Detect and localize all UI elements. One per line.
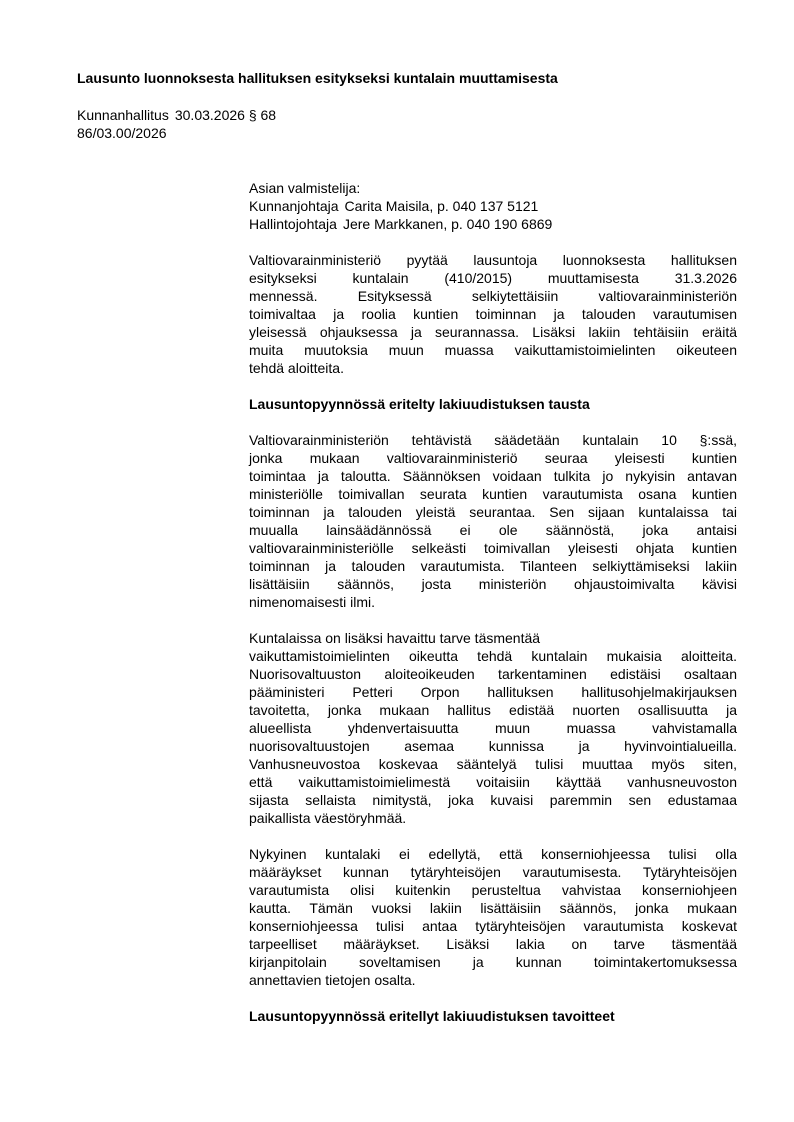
text-line: yleisessä ohjauksessa ja seurannassa. Lisäksi lakiin tehtäisiin eräitä [249, 324, 737, 340]
case-number: 86/03.00/2026 [77, 125, 167, 141]
text-line: Valtiovarainministeriön tehtävistä säädetään kuntalain 10 §:ssä, [249, 432, 737, 448]
text-line: lisättäisiin säännös, josta ministeriön ohjaustoimivalta kävisi [249, 576, 737, 592]
text-line: esitykseksi kuntalain (410/2015) muuttamisesta 31.3.2026 [249, 270, 737, 286]
section-heading-background: Lausuntopyynnössä eritelty lakiuudistuksen tausta [249, 396, 590, 412]
text-line: nimenomaisesti ilmi. [249, 594, 376, 610]
meeting-meta [77, 106, 276, 142]
body-name: Kunnanhallitus [77, 107, 169, 123]
preparer-contact: Jere Markkanen, p. 040 190 6869 [342, 216, 553, 232]
text-line: nuorisovaltuustojen asemaa kunnissa ja hyvinvointialueilla. [249, 738, 737, 754]
preparer-role: Kunnanjohtaja [249, 198, 339, 214]
preparer-item [249, 197, 737, 215]
meeting-reference: 30.03.2026 § 68 [174, 107, 277, 123]
text-line: toimintaa ja taloutta. Säännöksen voidaan tulkita jo nykyisin antavan [249, 468, 737, 484]
preparer-contact: Carita Maisila, p. 040 137 5121 [344, 198, 539, 214]
text-line: Valtiovarainministeriö pyytää lausuntoja luonnoksesta hallituksen [249, 252, 737, 268]
subsidiaries-paragraph [249, 845, 737, 989]
text-line: sijasta sellaista nimitystä, joka kuvaisi paremmin sen edustamaa [249, 792, 737, 808]
text-line: toimivaltaa ja roolia kuntien toiminnan ja talouden varautumisen [249, 306, 737, 322]
text-line: paikallista väestöryhmää. [249, 810, 407, 826]
influence-paragraph [249, 629, 737, 827]
text-line: muualla lainsäädännössä ei ole säännöstä, joka antaisi [249, 522, 737, 538]
text-line: mennessä. Esityksessä selkiytettäisiin valtiovarainministeriön [249, 288, 737, 304]
text-line: toiminnan ja talouden varautumista. Tilanteen selkiyttämiseksi lakiin [249, 558, 737, 574]
text-line: muita muutoksia muun muassa vaikuttamistoimielinten oikeuteen [249, 342, 737, 358]
text-line: Kuntalaissa on lisäksi havaittu tarve täsmentää [249, 630, 541, 646]
text-line: Vanhusneuvostoa koskevaa sääntelyä tulisi muuttaa myös siten, [249, 756, 737, 772]
text-line: alueellista yhdenvertaisuutta muun muassa vahvistamalla [249, 720, 737, 736]
preparer-item [249, 215, 737, 233]
section-heading-goals: Lausuntopyynnössä eritellyt lakiuudistuksen tavoitteet [249, 1008, 615, 1024]
text-line: ministeriölle toimivallan seurata kuntien varautumista osana kuntien [249, 486, 737, 502]
intro-paragraph [249, 251, 737, 377]
document-body [249, 179, 737, 1025]
preparer-label: Asian valmistelija: [249, 180, 361, 196]
meeting-line [77, 106, 276, 124]
text-line: kautta. Tämän vuoksi lakiin lisättäisiin säännös, jonka mukaan [249, 900, 737, 916]
text-line: kirjanpitolain soveltamisen ja kunnan toimintakertomuksessa [249, 954, 737, 970]
text-line: varautumista olisi kuitenkin perusteltua vahvistaa konserniohjeen [249, 882, 737, 898]
text-line: jonka mukaan valtiovarainministeriö seuraa yleisesti kuntien [249, 450, 737, 466]
background-paragraph [249, 431, 737, 611]
preparer-role: Hallintojohtaja [249, 216, 337, 232]
text-line: tarpeelliset määräykset. Lisäksi lakia on tarve täsmentää [249, 936, 737, 952]
text-line: määräykset kunnan tytäryhteisöjen varautumisesta. Tytäryhteisöjen [249, 864, 737, 880]
text-line: annettavien tietojen osalta. [249, 972, 416, 988]
text-line: Nuorisovaltuuston aloiteoikeuden tarkentaminen edistäisi osaltaan [249, 666, 737, 682]
text-line: tavoitetta, jonka mukaan hallitus edistää nuorten osallisuutta ja [249, 702, 737, 718]
document-title: Lausunto luonnoksesta hallituksen esitykseksi kuntalain muuttamisesta [77, 70, 558, 86]
text-line: Nykyinen kuntalaki ei edellytä, että konserniohjeessa tulisi olla [249, 846, 737, 862]
text-line: valtiovarainministeriölle selkeästi toimivallan yleisesti ohjata kuntien [249, 540, 737, 556]
text-line: tehdä aloitteita. [249, 360, 344, 376]
text-line: pääministeri Petteri Orpon hallituksen hallitusohjelmakirjauksen [249, 684, 737, 700]
text-line: konserniohjeessa tulisi antaa tytäryhteisöjen varautumista koskevat [249, 918, 737, 934]
text-line: vaikuttamistoimielinten oikeutta tehdä kuntalain mukaisia aloitteita. [249, 648, 737, 664]
text-line: että vaikuttamistoimielimestä voitaisiin käyttää vanhusneuvoston [249, 774, 737, 790]
text-line: toiminnan ja talouden yleistä seurantaa. Sen sijaan kuntalaissa tai [249, 504, 737, 520]
